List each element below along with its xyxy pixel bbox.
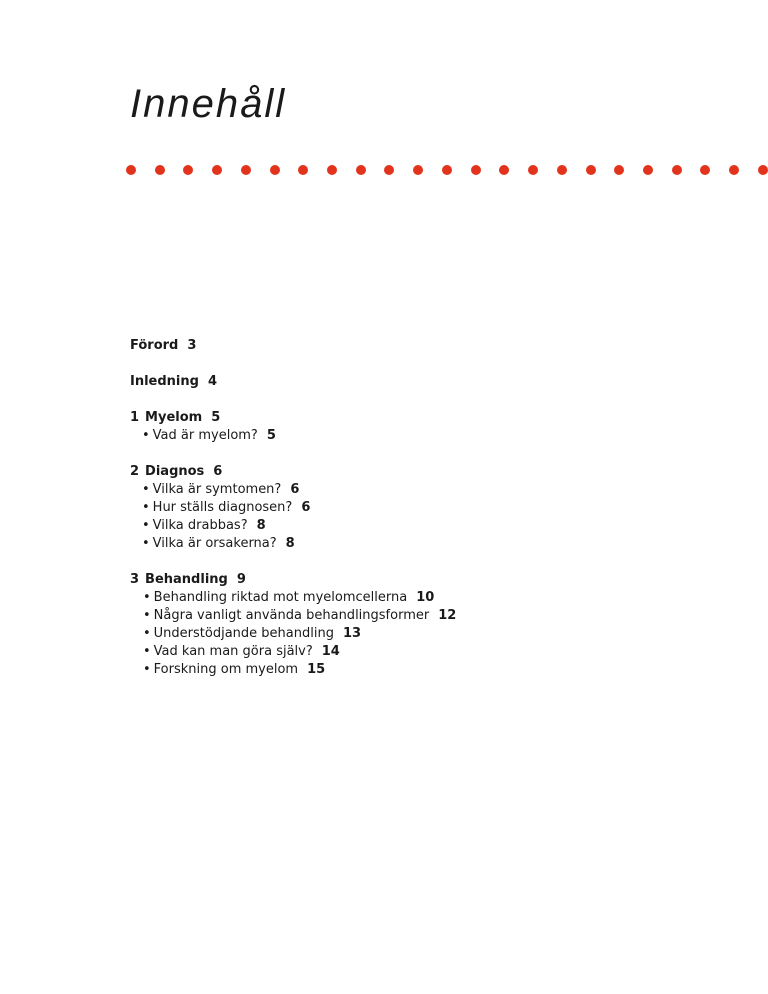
toc-item[interactable] bbox=[143, 661, 730, 679]
toc-section-myelom bbox=[130, 409, 730, 445]
toc-heading-title: Förord bbox=[130, 338, 179, 353]
divider-dot bbox=[614, 165, 624, 175]
divider-dot bbox=[758, 165, 768, 175]
divider-dot bbox=[471, 165, 481, 175]
dotted-divider bbox=[126, 163, 768, 177]
toc-item-text: Forskning om myelom bbox=[153, 662, 299, 677]
divider-dot bbox=[643, 165, 653, 175]
bullet-icon: • bbox=[143, 662, 151, 677]
toc-page-number: 5 bbox=[266, 428, 276, 443]
bullet-icon: • bbox=[143, 608, 151, 623]
toc-item[interactable] bbox=[143, 643, 730, 661]
toc-heading[interactable] bbox=[130, 409, 730, 427]
toc-page-number: 12 bbox=[438, 608, 457, 623]
divider-dot bbox=[356, 165, 366, 175]
toc-item-text: Vad är myelom? bbox=[152, 428, 258, 443]
bullet-icon: • bbox=[142, 428, 150, 443]
divider-dot bbox=[298, 165, 308, 175]
toc-page-number: 4 bbox=[207, 374, 217, 389]
toc-page-number: 15 bbox=[307, 662, 326, 677]
toc-page-number: 10 bbox=[416, 590, 435, 605]
toc-chapter-number: 3 bbox=[130, 572, 140, 587]
toc-item-text: Behandling riktad mot myelomcellerna bbox=[153, 590, 408, 605]
toc-page-number: 6 bbox=[290, 482, 300, 497]
toc-heading-title: Inledning bbox=[130, 374, 199, 389]
toc-page-number: 6 bbox=[301, 500, 311, 515]
toc-heading-title: Behandling bbox=[145, 572, 228, 587]
page-title: Innehåll bbox=[130, 82, 287, 126]
toc-page-number: 6 bbox=[213, 464, 223, 479]
toc-page-number: 3 bbox=[187, 338, 197, 353]
toc-item[interactable] bbox=[143, 607, 730, 625]
divider-dot bbox=[499, 165, 509, 175]
toc-item-text: Hur ställs diagnosen? bbox=[152, 500, 293, 515]
divider-dot bbox=[212, 165, 222, 175]
toc-heading[interactable] bbox=[130, 373, 730, 391]
divider-dot bbox=[442, 165, 452, 175]
toc-chapter-number: 1 bbox=[130, 410, 140, 425]
divider-dot bbox=[183, 165, 193, 175]
divider-dot bbox=[413, 165, 423, 175]
toc-item-text: Vilka drabbas? bbox=[152, 518, 248, 533]
bullet-icon: • bbox=[142, 536, 150, 551]
toc-item[interactable] bbox=[143, 625, 730, 643]
toc-heading[interactable] bbox=[130, 463, 730, 481]
toc-item-text: Vilka är orsakerna? bbox=[152, 536, 277, 551]
bullet-icon: • bbox=[142, 500, 150, 515]
toc-item[interactable] bbox=[142, 499, 730, 517]
bullet-icon: • bbox=[142, 518, 150, 533]
toc-item[interactable] bbox=[143, 589, 730, 607]
table-of-contents bbox=[130, 337, 730, 697]
divider-dot bbox=[528, 165, 538, 175]
toc-section-diagnos bbox=[130, 463, 730, 553]
toc-heading[interactable] bbox=[130, 337, 730, 355]
divider-dot bbox=[126, 165, 136, 175]
toc-heading[interactable] bbox=[130, 571, 730, 589]
divider-dot bbox=[384, 165, 394, 175]
divider-dot bbox=[586, 165, 596, 175]
toc-section-inledning bbox=[130, 373, 730, 391]
divider-dot bbox=[241, 165, 251, 175]
toc-item-text: Vilka är symtomen? bbox=[152, 482, 282, 497]
toc-item-text: Några vanligt använda behandlingsformer bbox=[153, 608, 430, 623]
toc-item[interactable] bbox=[142, 535, 730, 553]
toc-item[interactable] bbox=[142, 481, 730, 499]
toc-page-number: 9 bbox=[236, 572, 246, 587]
divider-dot bbox=[327, 165, 337, 175]
toc-chapter-number: 2 bbox=[130, 464, 140, 479]
divider-dot bbox=[557, 165, 567, 175]
divider-dot bbox=[729, 165, 739, 175]
bullet-icon: • bbox=[142, 482, 150, 497]
divider-dot bbox=[155, 165, 165, 175]
toc-section-behandling bbox=[130, 571, 730, 679]
toc-item-text: Understödjande behandling bbox=[153, 626, 334, 641]
toc-section-forord bbox=[130, 337, 730, 355]
bullet-icon: • bbox=[143, 644, 151, 659]
divider-dot bbox=[700, 165, 710, 175]
toc-page-number: 13 bbox=[342, 626, 362, 641]
toc-page-number: 5 bbox=[211, 410, 221, 425]
bullet-icon: • bbox=[143, 590, 151, 605]
toc-item[interactable] bbox=[142, 427, 730, 445]
toc-heading-title: Diagnos bbox=[145, 464, 205, 479]
toc-page-number: 14 bbox=[321, 644, 340, 659]
toc-page-number: 8 bbox=[256, 518, 266, 533]
toc-item-text: Vad kan man göra själv? bbox=[153, 644, 313, 659]
toc-item[interactable] bbox=[142, 517, 730, 535]
toc-heading-title: Myelom bbox=[145, 410, 203, 425]
toc-page-number: 8 bbox=[285, 536, 295, 551]
divider-dot bbox=[270, 165, 280, 175]
divider-dot bbox=[672, 165, 682, 175]
bullet-icon: • bbox=[143, 626, 151, 641]
